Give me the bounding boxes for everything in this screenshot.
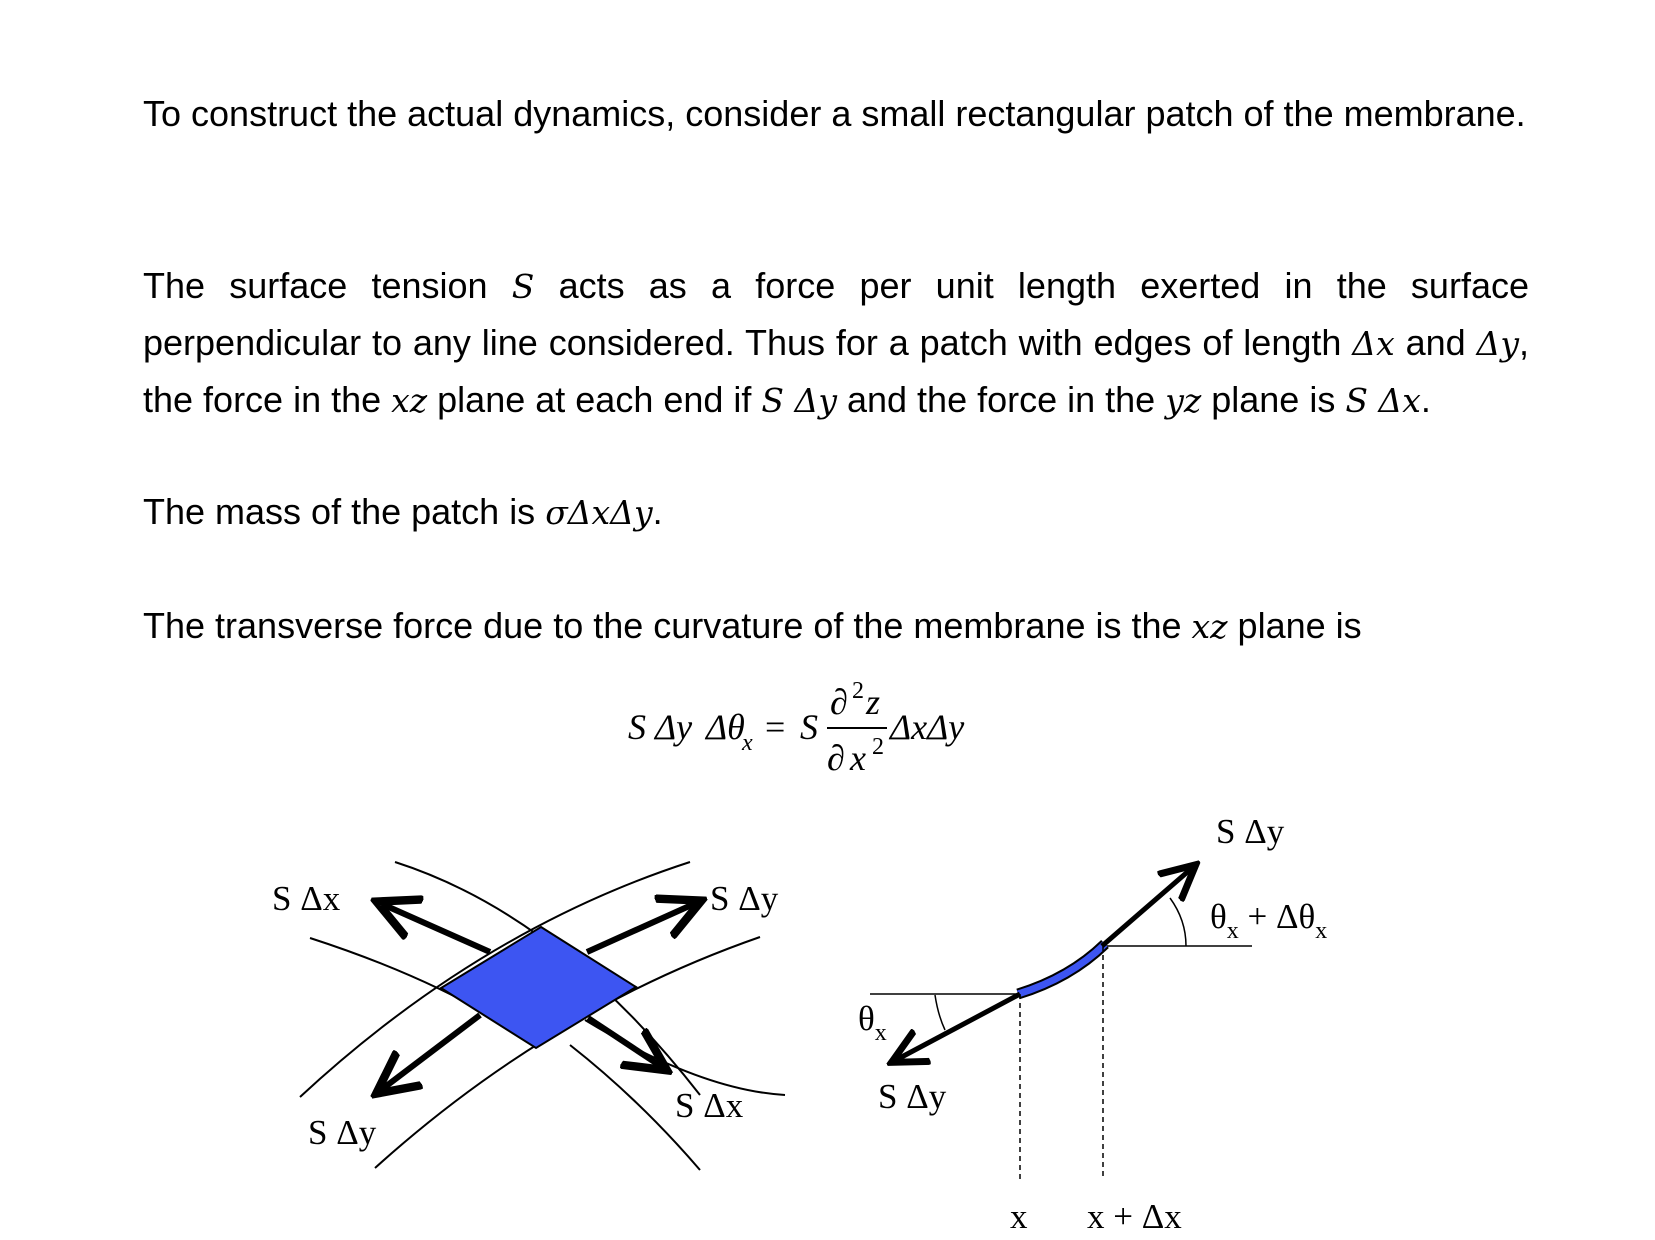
eq-partial: ∂ (830, 682, 848, 722)
math-xz: xz (1191, 607, 1228, 646)
paragraph-transverse-force (143, 598, 1529, 655)
eq-S: S (800, 707, 818, 747)
paragraph-mass (143, 484, 1529, 541)
axis-label-x: x (1010, 1197, 1028, 1236)
membrane-force-diagram (0, 800, 1655, 1240)
force-arrow-S-dy-left (381, 1015, 480, 1090)
force-arrow-upper (1102, 868, 1192, 946)
angle-arc-left (935, 995, 945, 1030)
math-S: S (511, 267, 535, 306)
force-arrow-S-dx-right (588, 1018, 662, 1067)
angle-label-right: $\theta_x + \Delta\theta_x$ (1210, 897, 1328, 944)
membrane-segment (1018, 944, 1105, 994)
eq-delta-y: Δy (655, 707, 693, 747)
label-top-left: S Δx (272, 879, 341, 918)
text-fragment: . (652, 491, 663, 532)
eq-S: S (628, 707, 646, 747)
equation-transverse-force (0, 676, 1655, 796)
math-mass: σΔxΔy (545, 493, 653, 532)
eq-z: z (866, 682, 881, 722)
eq-delta-x-delta-y: ΔxΔy (890, 707, 965, 747)
text-fragment: The transverse force due to the curvature of the membrane is the (143, 605, 1192, 646)
eq-superscript-2: 2 (872, 734, 884, 760)
eq-x: x (850, 738, 866, 778)
label-top-right: S Δy (710, 879, 779, 918)
axis-label-x-plus-dx: x + Δx (1087, 1197, 1182, 1236)
text-fragment: plane is (1227, 605, 1362, 646)
math-S-delta-x: S Δx (1345, 381, 1421, 420)
math-xz: xz (391, 381, 428, 420)
text-fragment: . (1420, 379, 1431, 420)
label-top: S Δy (1216, 812, 1285, 851)
force-arrow-lower (896, 994, 1020, 1060)
force-arrow-S-dy-right (587, 903, 696, 952)
label-bottom: S Δy (878, 1077, 947, 1116)
eq-partial: ∂ (827, 738, 845, 778)
math-S-delta-y: S Δy (761, 381, 837, 420)
eq-subscript-x: x (742, 730, 753, 756)
label-bottom-left: S Δy (308, 1113, 377, 1152)
text-fragment: acts as a force per unit length exerted in the surface perpendicular to any line considered. Thus for a patch with edges of length (143, 265, 1529, 363)
eq-delta-theta: Δθ (706, 707, 745, 747)
text-fragment: and (1394, 322, 1477, 363)
slope-figure (858, 812, 1327, 1236)
paragraph-intro: To construct the actual dynamics, consider a small rectangular patch of the membrane. (143, 93, 1526, 134)
eq-equals: = (765, 707, 786, 747)
paragraph-surface-tension (143, 258, 1529, 429)
text-fragment: plane at each end if (427, 379, 762, 420)
membrane-line (585, 1020, 640, 1170)
text-fragment: The surface tension (143, 265, 512, 306)
math-delta-x: Δx (1352, 324, 1395, 363)
patch-figure (272, 862, 785, 1170)
eq-superscript-2: 2 (852, 678, 864, 704)
angle-label-left: $\theta_x$ (858, 999, 887, 1046)
text-fragment: , the force in the (143, 322, 1529, 420)
text-fragment: plane is (1201, 379, 1346, 420)
text-fragment: The mass of the patch is (143, 491, 546, 532)
math-delta-y: Δy (1476, 324, 1519, 363)
force-arrow-S-dx-left (382, 904, 490, 952)
math-yz: yz (1165, 381, 1202, 420)
angle-arc-right (1170, 898, 1186, 946)
label-bottom-right: S Δx (675, 1086, 744, 1125)
text-fragment: and the force in the (836, 379, 1166, 420)
